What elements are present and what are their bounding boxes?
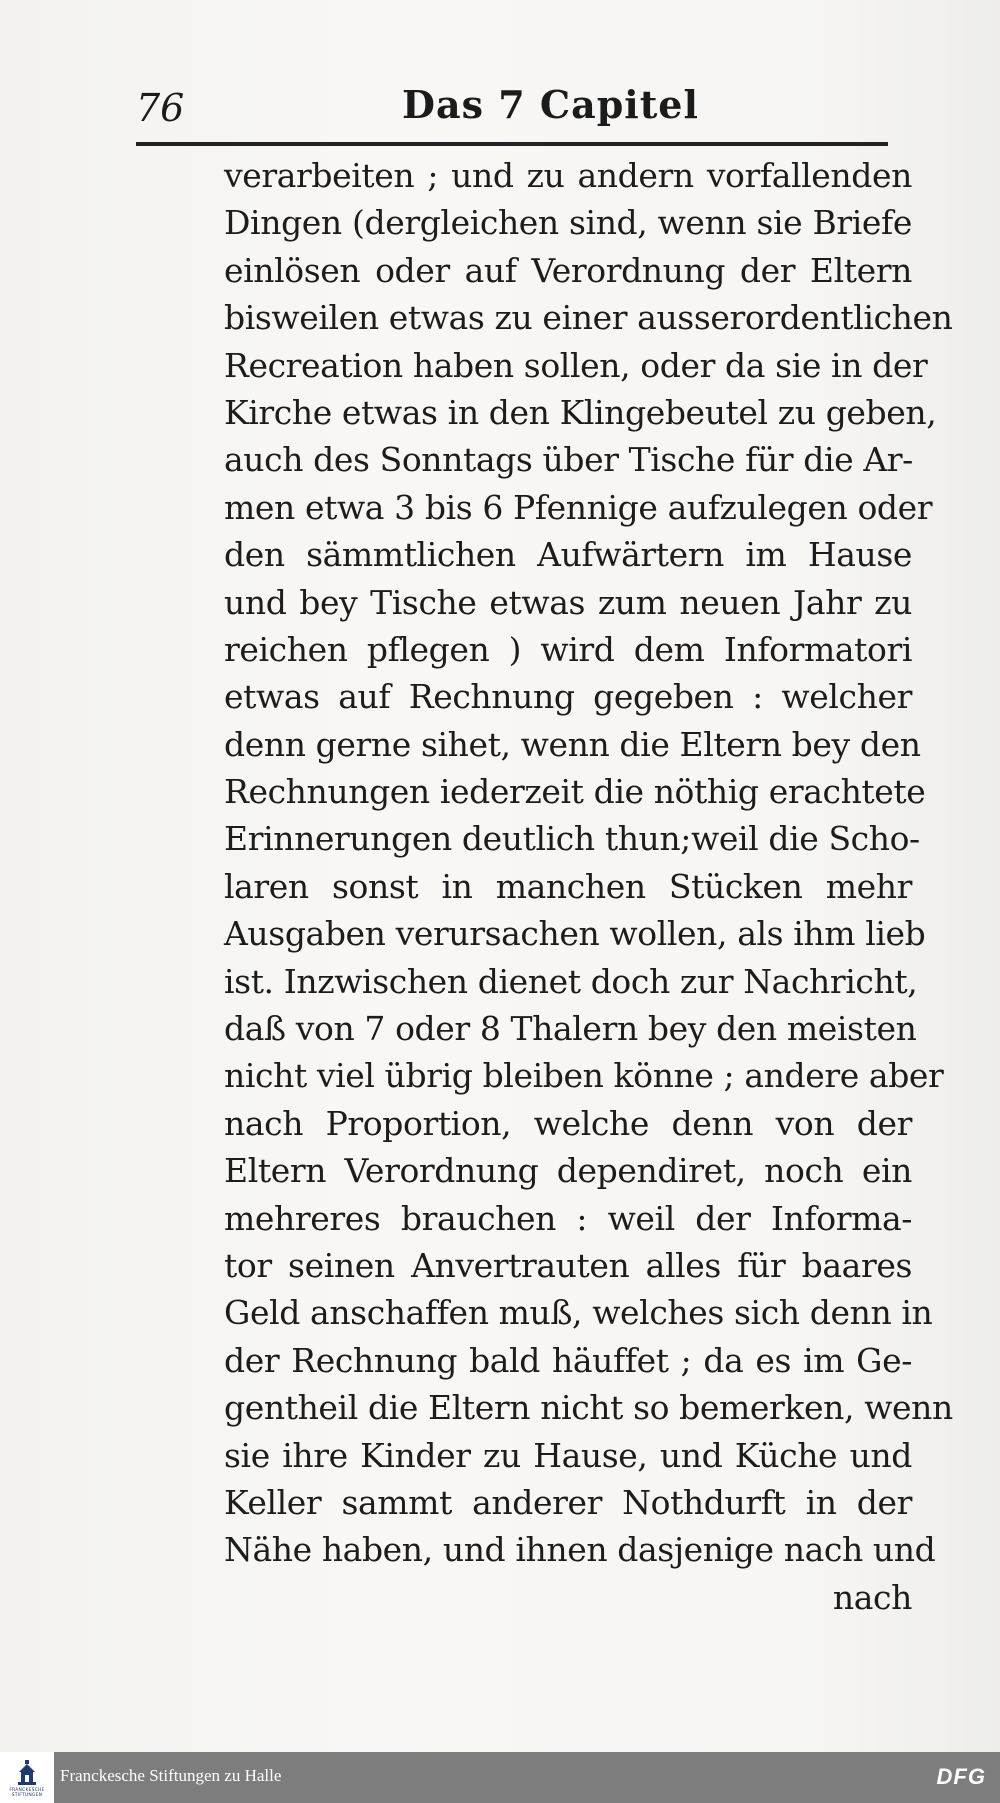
text-line: etwas auf Rechnung gegeben : welcher (224, 677, 912, 717)
catchword: nach (832, 1577, 912, 1617)
dfg-logo[interactable]: DFG (936, 1764, 986, 1789)
text-line: nach Proportion, welche denn von der (224, 1103, 912, 1143)
text-line: Dingen (dergleichen sind, wenn sie Briefe (224, 203, 912, 243)
text-line: laren sonst in manchen Stücken mehr (224, 866, 912, 906)
text-line: Geld anschaffen muß, welches sich denn in (224, 1293, 933, 1333)
text-line: Eltern Verordnung dependiret, noch ein (224, 1151, 912, 1191)
text-line: Ausgaben verursachen wollen, als ihm lieb (224, 914, 926, 954)
header-rule (136, 142, 888, 146)
text-line: und bey Tische etwas zum neuen Jahr zu (224, 582, 912, 622)
logo-caption-line: FRANCKESCHE (9, 1788, 45, 1793)
text-line: nicht viel übrig bleiben könne ; andere aber (224, 1056, 944, 1096)
running-title: Das 7 Capitel (402, 82, 699, 127)
text-line: reichen pflegen ) wird dem Informatori (224, 629, 912, 669)
text-line: mehreres brauchen : weil der Informa- (224, 1198, 912, 1238)
text-line: Erinnerungen deutlich thun;weil die Scho- (224, 819, 920, 859)
text-line: auch des Sonntags über Tische für die Ar- (224, 440, 913, 480)
text-line: Recreation haben sollen, oder da sie in der (224, 345, 928, 385)
body-text (224, 152, 953, 1621)
franckesche-stiftungen-logo-icon (16, 1760, 38, 1786)
text-line: Nähe haben, und ihnen dasjenige nach und (224, 1530, 936, 1570)
text-line: men etwa 3 bis 6 Pfennige aufzulegen oder (224, 487, 933, 527)
page-header (136, 80, 888, 140)
text-line: Rechnungen iederzeit die nöthig erachtete (224, 772, 926, 812)
text-line: der Rechnung bald häuffet ; da es im Ge- (224, 1340, 912, 1380)
logo-caption-line: STIFTUNGEN (11, 1793, 43, 1798)
text-line: den sämmtlichen Aufwärtern im Hause (224, 535, 912, 575)
text-line: tor seinen Anvertrauten alles für baares (224, 1245, 912, 1285)
logo-caption (2, 1788, 52, 1798)
institution-logo[interactable] (0, 1752, 54, 1803)
text-line: verarbeiten ; und zu andern vorfallenden (224, 156, 912, 195)
text-line: ist. Inzwischen dienet doch zur Nachricht, (224, 961, 918, 1001)
text-line: bisweilen etwas zu einer ausserordentlichen (224, 298, 953, 338)
text-line: daß von 7 oder 8 Thalern bey den meisten (224, 1009, 917, 1049)
page-number: 76 (136, 86, 185, 130)
text-line: sie ihre Kinder zu Hause, und Küche und (224, 1435, 912, 1475)
text-line: Keller sammt anderer Nothdurft in der (224, 1482, 912, 1522)
institution-name-link[interactable]: Franckesche Stiftungen zu Halle (60, 1766, 282, 1785)
text-line: denn gerne sihet, wenn die Eltern bey den (224, 724, 921, 764)
text-line: einlösen oder auf Verordnung der Eltern (224, 250, 912, 290)
text-line: Kirche etwas in den Klingebeutel zu geben, (224, 392, 937, 432)
viewer-footer (0, 1752, 1000, 1803)
text-line: gentheil die Eltern nicht so bemerken, wenn (224, 1388, 953, 1428)
